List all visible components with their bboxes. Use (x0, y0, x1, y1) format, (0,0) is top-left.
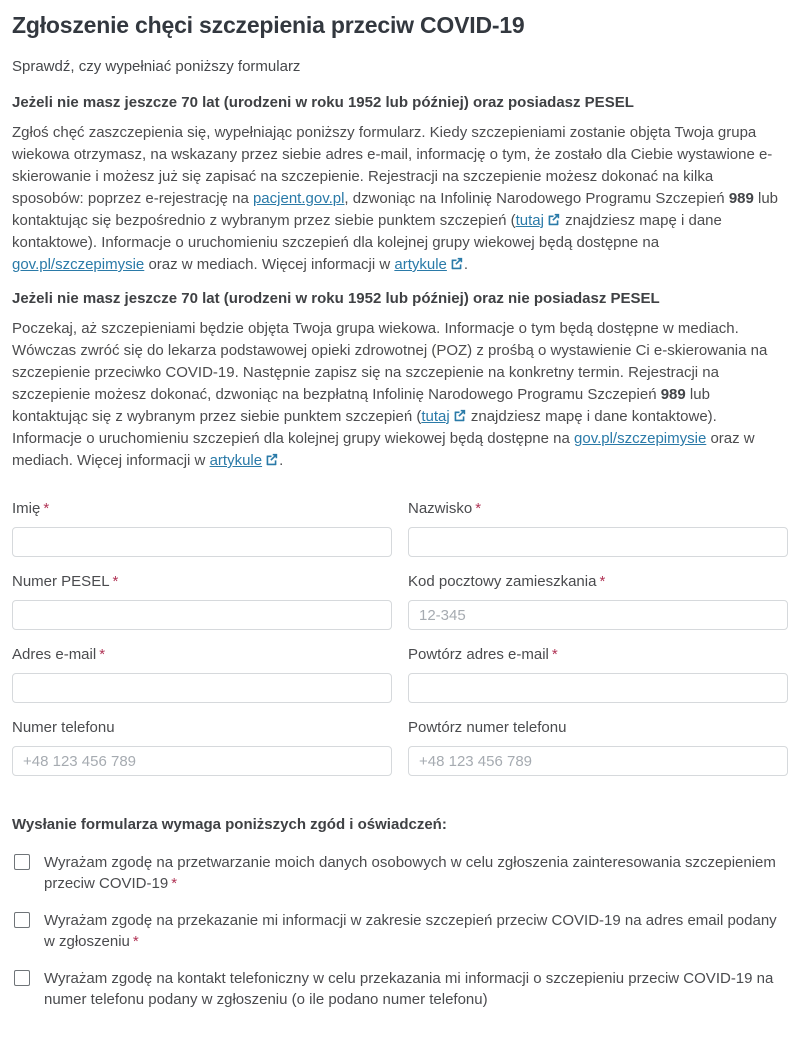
field-label-text: Adres e-mail (12, 646, 97, 663)
consents-heading: Wysłanie formularza wymaga poniższych zgód i oświadczeń: (12, 816, 447, 833)
field-label-text: Imię (12, 500, 41, 517)
consent-label (44, 968, 788, 1010)
paragraph-text: znajdziesz mapę i dane kontaktowe). Informacje o uruchomieniu szczepień dla kolejnej grupy wiekowej będą dostępne na (12, 212, 722, 251)
form-field-email (12, 644, 392, 703)
required-asterisk: * (475, 500, 482, 517)
form-field-last-name (408, 498, 788, 557)
info-section (12, 288, 788, 472)
consents-section (12, 814, 788, 1010)
inline-link[interactable]: gov.pl/szczepimysie (574, 430, 707, 447)
paragraph-text: znajdziesz mapę i dane kontaktowe). Informacje o uruchomieniu szczepień dla kolejnej grupy wiekowej będą dostępne na (12, 408, 717, 447)
first-name-input[interactable] (12, 527, 392, 557)
required-asterisk: * (132, 933, 139, 950)
required-asterisk: * (112, 573, 119, 590)
field-label-text: Powtórz numer telefonu (408, 719, 567, 736)
last-name-input[interactable] (408, 527, 788, 557)
required-asterisk: * (551, 646, 558, 663)
consent-row (12, 852, 788, 894)
form-grid (12, 498, 788, 776)
external-link-icon (450, 257, 463, 270)
paragraph-text: Zgłoś chęć zaszczepienia się, wypełniając poniższy formularz. Kiedy szczepieniami zostanie objęta Twoja grupa wiekowa otrzymasz, na wskazany przez siebie adres e-mail, informację o tym, że zostało dla Ciebie wystawione e-skierowanie i możesz już się zapisać na szczepienie. Rejestracji na szczepienie możesz dokonać na kilka sposobów: poprzez e-rejestrację na (12, 124, 773, 207)
form-field-phone-repeat (408, 717, 788, 776)
paragraph-text: oraz w mediach. Więcej informacji w (12, 430, 755, 469)
inline-link[interactable]: artykule (394, 256, 447, 273)
consent-text: Wyrażam zgodę na przetwarzanie moich danych osobowych w celu zgłoszenia zainteresowania szczepieniem przeciw COVID-19 (44, 854, 776, 892)
field-label (408, 498, 788, 520)
form-field-postal-code (408, 571, 788, 630)
consent-text: Wyrażam zgodę na kontakt telefoniczny w celu przekazania mi informacji o szczepieniu przeciw COVID-19 na numer telefonu podany w zgłoszeniu (o ile podano numer telefonu) (44, 970, 774, 1008)
form-field-phone (12, 717, 392, 776)
email-repeat-input[interactable] (408, 673, 788, 703)
consent-checkbox[interactable] (14, 854, 30, 870)
page-subtitle: Sprawdź, czy wypełniać poniższy formularz (12, 58, 301, 75)
pesel-input[interactable] (12, 600, 392, 630)
required-asterisk: * (99, 646, 106, 663)
required-asterisk: * (43, 500, 50, 517)
phone-repeat-input[interactable] (408, 746, 788, 776)
form-field-first-name (12, 498, 392, 557)
field-label (12, 717, 392, 739)
consent-text: Wyrażam zgodę na przekazanie mi informacji w zakresie szczepień przeciw COVID-19 na adres email podany w zgłoszeniu (44, 912, 777, 950)
info-section (12, 92, 788, 276)
inline-link[interactable]: gov.pl/szczepimysie (12, 256, 145, 273)
consent-checkbox[interactable] (14, 970, 30, 986)
form-field-email-repeat (408, 644, 788, 703)
section-paragraph (12, 122, 788, 276)
paragraph-text: , dzwoniąc na Infolinię Narodowego Programu Szczepień (344, 190, 729, 207)
field-label-text: Numer PESEL (12, 573, 110, 590)
paragraph-text: Poczekaj, aż szczepieniami będzie objęta Twoja grupa wiekowa. Informacje o tym będą dostępne w mediach. Wówczas zwróć się do lekarza podstawowej opieki zdrowotnej (POZ) z prośbą o wystawienie Ci e-skierowania na szczepienie przeciwko COVID-19. Następnie zapisz się na szczepienie na konkretny termin. Rejestracji na szczepienie możesz dokonać, dzwoniąc na bezpłatną Infolinię Narodowego Programu Szczepień (12, 320, 768, 403)
required-asterisk: * (171, 875, 178, 892)
phone-input[interactable] (12, 746, 392, 776)
inline-link[interactable]: tutaj (421, 408, 450, 425)
field-label (12, 644, 392, 666)
consent-row (12, 910, 788, 952)
paragraph-text: oraz w mediach. Więcej informacji w (144, 256, 395, 273)
form-field-pesel (12, 571, 392, 630)
field-label (408, 717, 788, 739)
required-asterisk: * (599, 573, 606, 590)
paragraph-text: lub kontaktując się z wybranym przez siebie punktem szczepień ( (12, 386, 710, 425)
consent-label (44, 910, 788, 952)
field-label (408, 644, 788, 666)
inline-link[interactable]: pacjent.gov.pl (252, 190, 345, 207)
info-sections (12, 92, 788, 472)
consent-row (12, 968, 788, 1010)
field-label-text: Nazwisko (408, 500, 473, 517)
paragraph-text: lub kontaktując się bezpośrednio z wybranym przez siebie punktem szczepień ( (12, 190, 779, 229)
field-label-text: Powtórz adres e-mail (408, 646, 549, 663)
paragraph-text: . (279, 452, 284, 469)
inline-link[interactable]: tutaj (515, 212, 544, 229)
field-label (12, 571, 392, 593)
section-paragraph (12, 318, 788, 472)
page-title: Zgłoszenie chęci szczepienia przeciw COVID-19 (12, 12, 525, 38)
bold-text: 989 (660, 386, 686, 403)
section-heading: Jeżeli nie masz jeszcze 70 lat (urodzeni w roku 1952 lub później) oraz nie posiadasz PESEL (12, 290, 660, 307)
section-heading: Jeżeli nie masz jeszcze 70 lat (urodzeni w roku 1952 lub później) oraz posiadasz PESEL (12, 94, 634, 111)
email-input[interactable] (12, 673, 392, 703)
consent-label (44, 852, 788, 894)
field-label (12, 498, 392, 520)
external-link-icon (265, 453, 278, 466)
external-link-icon (453, 409, 466, 422)
postal-code-input[interactable] (408, 600, 788, 630)
external-link-icon (547, 213, 560, 226)
paragraph-text: . (463, 256, 469, 273)
bold-text: 989 (728, 190, 754, 207)
inline-link[interactable]: artykule (209, 452, 263, 469)
field-label (408, 571, 788, 593)
field-label-text: Kod pocztowy zamieszkania (408, 573, 597, 590)
field-label-text: Numer telefonu (12, 719, 115, 736)
consent-checkbox[interactable] (14, 912, 30, 928)
